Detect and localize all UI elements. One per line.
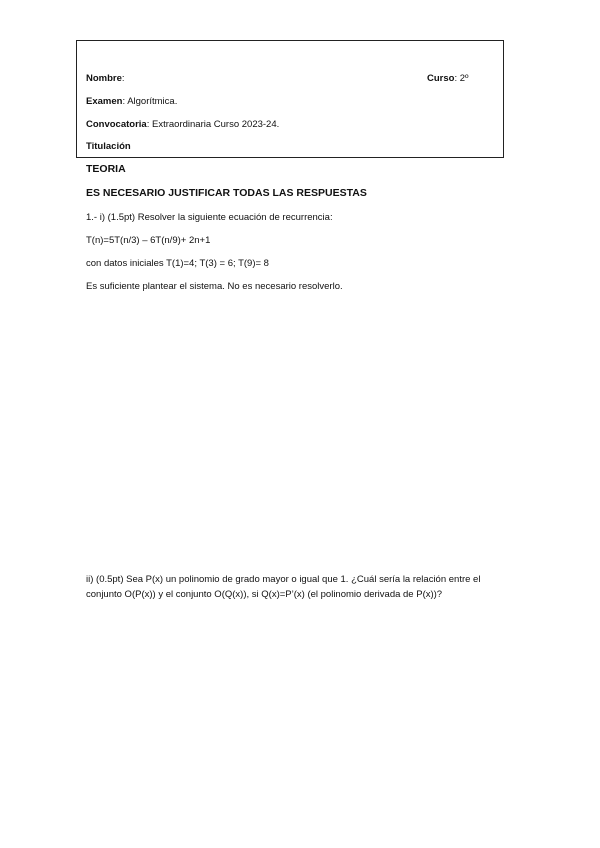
nombre-row	[86, 73, 125, 85]
nombre-label: Nombre	[86, 73, 122, 84]
convocatoria-value: : Extraordinaria Curso 2023-24.	[146, 119, 280, 130]
curso-value: : 2º	[454, 73, 469, 84]
examen-row	[86, 96, 177, 108]
examen-label: Examen	[86, 96, 123, 107]
exam-header-box	[76, 40, 504, 158]
justificar-heading: ES NECESARIO JUSTIFICAR TODAS LAS RESPUESTAS	[86, 187, 367, 199]
titulacion-label: Titulación	[86, 141, 131, 152]
question-1-initial-data: con datos iniciales T(1)=4; T(3) = 6; T(9)= 8	[86, 258, 269, 269]
question-2-text: ii) (0.5pt) Sea P(x) un polinomio de grado mayor o igual que 1. ¿Cuál sería la relación entre el conjunto O(P(x)) y el conjunto O(Q(x)), si Q(x)=P’(x) (el polinomio derivada de P(x))?	[86, 574, 481, 600]
titulacion-row	[86, 141, 131, 153]
nombre-suffix: :	[121, 73, 125, 84]
question-1-intro: 1.- i) (1.5pt) Resolver la siguiente ecuación de recurrencia:	[86, 212, 333, 223]
question-1-note: Es suficiente plantear el sistema. No es necesario resolverlo.	[86, 281, 343, 292]
examen-value: : Algorítmica.	[122, 96, 178, 107]
curso-label: Curso	[427, 73, 455, 84]
convocatoria-label: Convocatoria	[86, 119, 147, 130]
convocatoria-row	[86, 119, 279, 131]
teoria-heading: TEORIA	[86, 163, 126, 175]
question-1-equation: T(n)=5T(n/3) – 6T(n/9)+ 2n+1	[86, 235, 211, 246]
curso-row	[427, 73, 469, 85]
